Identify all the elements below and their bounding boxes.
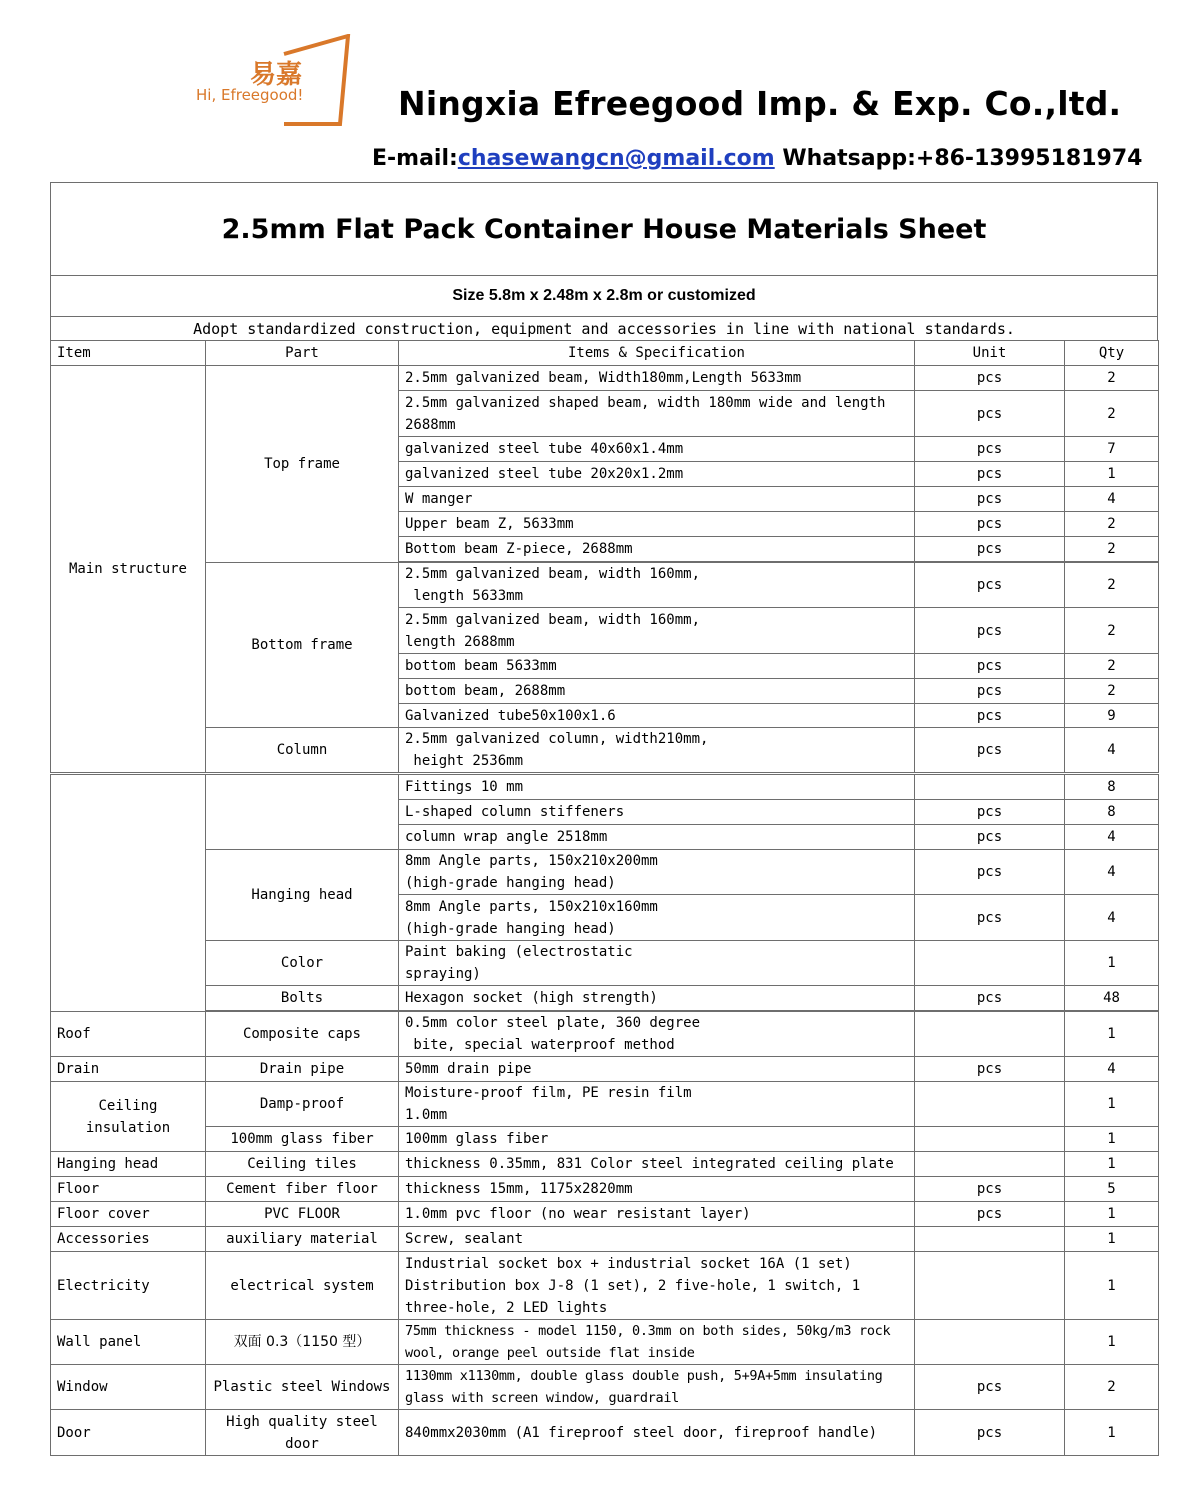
part-auxiliary: auxiliary material bbox=[206, 1227, 399, 1252]
qty-cell: 2 bbox=[1065, 679, 1159, 704]
col-qty: Qty bbox=[1065, 341, 1159, 366]
table-row bbox=[51, 1082, 1159, 1127]
table-row bbox=[51, 850, 1159, 895]
whatsapp: Whatsapp:+86-13995181974 bbox=[774, 146, 1143, 171]
unit-cell: pcs bbox=[915, 800, 1065, 825]
item-roof: Roof bbox=[51, 1012, 206, 1057]
unit-cell: pcs bbox=[915, 1202, 1065, 1227]
item-hanging-head: Hanging head bbox=[51, 1152, 206, 1177]
unit-cell: pcs bbox=[915, 1365, 1065, 1410]
part-electrical-system: electrical system bbox=[206, 1252, 399, 1320]
unit-cell: pcs bbox=[915, 654, 1065, 679]
part-steel-door: High quality steel door bbox=[206, 1410, 399, 1456]
part-blank bbox=[206, 775, 399, 850]
col-part: Part bbox=[206, 341, 399, 366]
unit-cell: pcs bbox=[915, 986, 1065, 1011]
spec-cell: 8mm Angle parts, 150x210x160mm (high-grade hanging head) bbox=[399, 895, 915, 941]
spec-cell: L-shaped column stiffeners bbox=[399, 800, 915, 825]
table-row bbox=[51, 1320, 1159, 1365]
company-name: Ningxia Efreegood Imp. & Exp. Co.,ltd. bbox=[398, 84, 1122, 123]
unit-cell: pcs bbox=[915, 563, 1065, 608]
part-glass-fiber: 100mm glass fiber bbox=[206, 1127, 399, 1152]
spec-cell: 2.5mm galvanized beam, Width180mm,Length 5633mm bbox=[399, 366, 915, 391]
spec-cell: Galvanized tube50x100x1.6 bbox=[399, 704, 915, 728]
part-color: Color bbox=[206, 941, 399, 986]
table-row bbox=[51, 986, 1159, 1011]
part-hanging-head: Hanging head bbox=[206, 850, 399, 941]
table-row bbox=[51, 366, 1159, 391]
spec-cell: Industrial socket box + industrial socket 16A (1 set) Distribution box J-8 (1 set), 2 five-hole, 1 switch, 1 three-hole, 2 LED lights bbox=[399, 1252, 915, 1320]
table-row bbox=[51, 563, 1159, 608]
part-composite-caps: Composite caps bbox=[206, 1012, 399, 1057]
item-window: Window bbox=[51, 1365, 206, 1410]
qty-cell: 2 bbox=[1065, 563, 1159, 608]
email-link[interactable]: chasewangcn@gmail.com bbox=[457, 146, 775, 171]
spec-cell: galvanized steel tube 40x60x1.4mm bbox=[399, 437, 915, 462]
qty-cell: 7 bbox=[1065, 437, 1159, 462]
qty-cell: 1 bbox=[1065, 1252, 1159, 1320]
unit-cell: pcs bbox=[915, 850, 1065, 895]
table-row bbox=[51, 1252, 1159, 1320]
part-damp-proof: Damp-proof bbox=[206, 1082, 399, 1127]
unit-cell: pcs bbox=[915, 825, 1065, 850]
qty-cell: 1 bbox=[1065, 462, 1159, 487]
email-label: E-mail: bbox=[372, 146, 458, 171]
spec-cell: thickness 15mm, 1175x2820mm bbox=[399, 1177, 915, 1202]
unit-cell bbox=[915, 775, 1065, 800]
item-floor-cover: Floor cover bbox=[51, 1202, 206, 1227]
qty-cell: 2 bbox=[1065, 512, 1159, 537]
item-wall-panel: Wall panel bbox=[51, 1320, 206, 1365]
spec-cell: Moisture-proof film, PE resin film 1.0mm bbox=[399, 1082, 915, 1127]
header-row bbox=[51, 341, 1159, 366]
unit-cell bbox=[915, 1127, 1065, 1152]
item-electricity: Electricity bbox=[51, 1252, 206, 1320]
qty-cell: 1 bbox=[1065, 1152, 1159, 1177]
unit-cell: pcs bbox=[915, 679, 1065, 704]
qty-cell: 2 bbox=[1065, 1365, 1159, 1410]
unit-cell: pcs bbox=[915, 608, 1065, 654]
unit-cell bbox=[915, 941, 1065, 986]
sheet-title: 2.5mm Flat Pack Container House Materials Sheet bbox=[50, 182, 1158, 276]
table-row bbox=[51, 1410, 1159, 1456]
spec-cell: 2.5mm galvanized column, width210mm, height 2536mm bbox=[399, 728, 915, 773]
part-bolts: Bolts bbox=[206, 986, 399, 1011]
unit-cell bbox=[915, 1012, 1065, 1057]
part-bottom-frame: Bottom frame bbox=[206, 563, 399, 728]
qty-cell: 5 bbox=[1065, 1177, 1159, 1202]
unit-cell: pcs bbox=[915, 462, 1065, 487]
spec-cell: 1130mm x1130mm, double glass double push, 5+9A+5mm insulating glass with screen window, guardrail bbox=[399, 1365, 915, 1410]
qty-cell: 1 bbox=[1065, 1320, 1159, 1365]
table-row bbox=[51, 775, 1159, 800]
qty-cell: 1 bbox=[1065, 1202, 1159, 1227]
qty-cell: 2 bbox=[1065, 391, 1159, 437]
table-row bbox=[51, 728, 1159, 773]
spec-cell: 1.0mm pvc floor (no wear resistant layer) bbox=[399, 1202, 915, 1227]
spec-cell: Screw, sealant bbox=[399, 1227, 915, 1252]
spec-cell: 75mm thickness - model 1150, 0.3mm on both sides, 50kg/m3 rock wool, orange peel outside flat inside bbox=[399, 1320, 915, 1365]
unit-cell: pcs bbox=[915, 1057, 1065, 1082]
spec-cell: Fittings 10 mm bbox=[399, 775, 915, 800]
unit-cell bbox=[915, 1227, 1065, 1252]
qty-cell: 1 bbox=[1065, 1127, 1159, 1152]
qty-cell: 1 bbox=[1065, 1227, 1159, 1252]
spec-cell: W manger bbox=[399, 487, 915, 512]
spec-cell: 50mm drain pipe bbox=[399, 1057, 915, 1082]
qty-cell: 9 bbox=[1065, 704, 1159, 728]
logo-en: Hi, Efreegood! bbox=[196, 86, 304, 104]
size-row: Size 5.8m x 2.48m x 2.8m or customized bbox=[50, 275, 1158, 317]
qty-cell: 4 bbox=[1065, 895, 1159, 941]
qty-cell: 4 bbox=[1065, 825, 1159, 850]
unit-cell bbox=[915, 1152, 1065, 1177]
spec-cell: galvanized steel tube 20x20x1.2mm bbox=[399, 462, 915, 487]
spec-cell: Hexagon socket (high strength) bbox=[399, 986, 915, 1011]
unit-cell: pcs bbox=[915, 487, 1065, 512]
table-row bbox=[51, 1057, 1159, 1082]
spec-cell: Upper beam Z, 5633mm bbox=[399, 512, 915, 537]
unit-cell: pcs bbox=[915, 1410, 1065, 1456]
unit-cell bbox=[915, 1082, 1065, 1127]
qty-cell: 2 bbox=[1065, 366, 1159, 391]
col-item: Item bbox=[51, 341, 206, 366]
item-floor: Floor bbox=[51, 1177, 206, 1202]
col-spec: Items & Specification bbox=[399, 341, 915, 366]
qty-cell: 8 bbox=[1065, 800, 1159, 825]
spec-cell: bottom beam 5633mm bbox=[399, 654, 915, 679]
spec-cell: 2.5mm galvanized beam, width 160mm, length 5633mm bbox=[399, 563, 915, 608]
unit-cell: pcs bbox=[915, 437, 1065, 462]
unit-cell: pcs bbox=[915, 728, 1065, 773]
item-drain: Drain bbox=[51, 1057, 206, 1082]
part-top-frame: Top frame bbox=[206, 366, 399, 563]
item-door: Door bbox=[51, 1410, 206, 1456]
spec-cell: 8mm Angle parts, 150x210x200mm (high-grade hanging head) bbox=[399, 850, 915, 895]
spec-cell: Paint baking (electrostatic spraying) bbox=[399, 941, 915, 986]
spec-cell: Bottom beam Z-piece, 2688mm bbox=[399, 537, 915, 562]
qty-cell: 2 bbox=[1065, 654, 1159, 679]
table-row bbox=[51, 1127, 1159, 1152]
logo-cn: 易嘉 bbox=[250, 60, 303, 90]
qty-cell: 1 bbox=[1065, 941, 1159, 986]
standards-row: Adopt standardized construction, equipment and accessories in line with national standards. bbox=[50, 316, 1158, 341]
part-column: Column bbox=[206, 728, 399, 773]
part-cement-fiber: Cement fiber floor bbox=[206, 1177, 399, 1202]
table-row bbox=[51, 1202, 1159, 1227]
part-ceiling-tiles: Ceiling tiles bbox=[206, 1152, 399, 1177]
table-row bbox=[51, 1177, 1159, 1202]
unit-cell: pcs bbox=[915, 895, 1065, 941]
qty-cell: 4 bbox=[1065, 728, 1159, 773]
col-unit: Unit bbox=[915, 341, 1065, 366]
qty-cell: 4 bbox=[1065, 850, 1159, 895]
materials-table-main bbox=[50, 340, 1159, 773]
materials-table-secondary bbox=[50, 774, 1159, 1456]
item-blank bbox=[51, 775, 206, 1012]
unit-cell: pcs bbox=[915, 391, 1065, 437]
unit-cell: pcs bbox=[915, 366, 1065, 391]
qty-cell: 1 bbox=[1065, 1012, 1159, 1057]
spec-cell: 0.5mm color steel plate, 360 degree bite, special waterproof method bbox=[399, 1012, 915, 1057]
table-row bbox=[51, 1227, 1159, 1252]
unit-cell: pcs bbox=[915, 1177, 1065, 1202]
qty-cell: 2 bbox=[1065, 537, 1159, 562]
spec-cell: bottom beam, 2688mm bbox=[399, 679, 915, 704]
unit-cell bbox=[915, 1320, 1065, 1365]
unit-cell: pcs bbox=[915, 512, 1065, 537]
qty-cell: 48 bbox=[1065, 986, 1159, 1011]
table-row bbox=[51, 941, 1159, 986]
qty-cell: 4 bbox=[1065, 1057, 1159, 1082]
qty-cell: 8 bbox=[1065, 775, 1159, 800]
qty-cell: 4 bbox=[1065, 487, 1159, 512]
unit-cell bbox=[915, 1252, 1065, 1320]
table-row bbox=[51, 1012, 1159, 1057]
item-ceiling-insulation: Ceiling insulation bbox=[51, 1082, 206, 1152]
qty-cell: 2 bbox=[1065, 608, 1159, 654]
qty-cell: 1 bbox=[1065, 1082, 1159, 1127]
part-plastic-steel-windows: Plastic steel Windows bbox=[206, 1365, 399, 1410]
unit-cell: pcs bbox=[915, 704, 1065, 728]
unit-cell: pcs bbox=[915, 537, 1065, 562]
table-row bbox=[51, 1152, 1159, 1177]
part-wall-panel: 双面 0.3（1150 型） bbox=[206, 1320, 399, 1365]
spec-cell: 2.5mm galvanized shaped beam, width 180mm wide and length 2688mm bbox=[399, 391, 915, 437]
contact-line bbox=[372, 146, 1142, 171]
spec-cell: 840mmx2030mm (A1 fireproof steel door, fireproof handle) bbox=[399, 1410, 915, 1456]
spec-cell: 100mm glass fiber bbox=[399, 1127, 915, 1152]
table-row bbox=[51, 1365, 1159, 1410]
company-logo bbox=[192, 34, 352, 130]
spec-cell: thickness 0.35mm, 831 Color steel integrated ceiling plate bbox=[399, 1152, 915, 1177]
item-accessories: Accessories bbox=[51, 1227, 206, 1252]
part-drain-pipe: Drain pipe bbox=[206, 1057, 399, 1082]
part-pvc-floor: PVC FLOOR bbox=[206, 1202, 399, 1227]
item-main-structure: Main structure bbox=[51, 366, 206, 773]
spec-cell: 2.5mm galvanized beam, width 160mm, length 2688mm bbox=[399, 608, 915, 654]
spec-cell: column wrap angle 2518mm bbox=[399, 825, 915, 850]
qty-cell: 1 bbox=[1065, 1410, 1159, 1456]
